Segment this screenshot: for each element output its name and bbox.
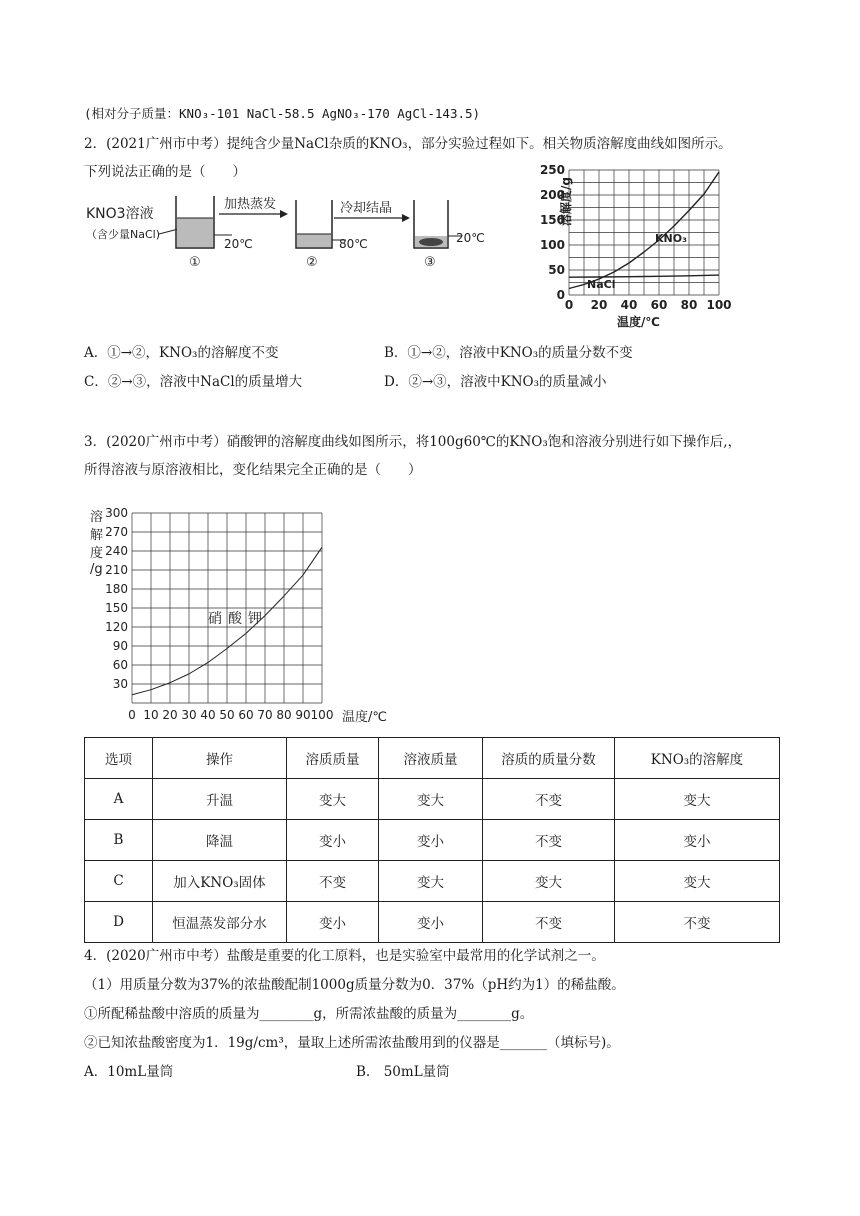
- diagram-label-impurity: （含少量NaCl): [86, 228, 160, 241]
- y-tick-label: 150: [539, 213, 565, 227]
- temp-label-2: 80℃: [339, 237, 368, 251]
- q2-solubility-chart: [525, 160, 732, 332]
- table-row: [85, 902, 780, 943]
- molar-mass-note: (相对分子质量：KNO₃-101 NaCl-58.5 AgNO₃-170 AgCl-143.5): [84, 106, 481, 121]
- table-cell: 变大: [287, 779, 379, 820]
- q4-option-b: B. 50mL量筒: [356, 1064, 450, 1080]
- table-header-row: [85, 738, 780, 779]
- beaker-3: [414, 200, 462, 248]
- table-cell: 加入KNO₃固体: [153, 861, 287, 902]
- y-tick-label: 150: [105, 601, 128, 615]
- table-cell: 变大: [615, 779, 780, 820]
- table-cell: 变小: [287, 820, 379, 861]
- table-row: [85, 779, 780, 820]
- step-label-3: ③: [424, 255, 436, 270]
- x-tick-label: 20: [162, 708, 178, 722]
- table-cell: 变大: [379, 779, 483, 820]
- chart2-xlabel: 温度/℃: [342, 710, 387, 725]
- table-cell: 不变: [483, 902, 615, 943]
- table-cell: 变小: [615, 820, 780, 861]
- x-tick-label: 10: [143, 708, 159, 722]
- x-tick-label: 100: [706, 298, 732, 312]
- q3-stem-line1: 3．(2020广州市中考）硝酸钾的溶解度曲线如图所示，将100g60℃的KNO₃饱和溶液分别进行如下操作后,，: [84, 434, 742, 450]
- y-tick-label: 120: [105, 620, 128, 634]
- x-tick-label: 30: [181, 708, 197, 722]
- x-tick-label: 80: [680, 298, 698, 312]
- chart2-ylabel-char3: 度: [90, 546, 104, 561]
- table-cell: C: [85, 861, 153, 902]
- x-tick-label: 60: [650, 298, 668, 312]
- q2-option-b: B．①→②，溶液中KNO₃的质量分数不变: [384, 345, 633, 361]
- header-operation: 操作: [153, 738, 287, 779]
- q4-line2: （1）用质量分数为37%的浓盐酸配制1000g质量分数为0．37%（pH约为1）的稀盐酸。: [84, 977, 625, 993]
- chart2-ylabel-char2: 解: [90, 528, 104, 543]
- x-tick-label: 20: [590, 298, 608, 312]
- q4-line3: ①所配稀盐酸中溶质的质量为________g，所需浓盐酸的质量为________g。: [84, 1006, 534, 1022]
- y-tick-label: 270: [105, 525, 128, 539]
- header-solubility: KNO₃的溶解度: [615, 738, 780, 779]
- x-tick-label: 100: [310, 708, 334, 722]
- y-tick-label: 90: [112, 639, 128, 653]
- q3-options-table: [84, 737, 780, 943]
- table-cell: 降温: [153, 820, 287, 861]
- table-cell: 不变: [287, 861, 379, 902]
- table-cell: 变小: [379, 820, 483, 861]
- q4-line1: 4．(2020广州市中考）盐酸是重要的化工原料，也是实验室中最常用的化学试剂之一。: [84, 948, 605, 964]
- header-mass-fraction: 溶质的质量分数: [483, 738, 615, 779]
- diagram-label-solution: KNO3溶液: [86, 206, 154, 222]
- series-label-nacl: NaCl: [587, 278, 616, 291]
- x-tick-label: 0: [564, 298, 574, 312]
- temp-label-3: 20℃: [456, 231, 485, 245]
- y-tick-label: 30: [112, 677, 128, 691]
- y-tick-label: 210: [105, 563, 128, 577]
- q2-option-a: A．①→②，KNO₃的溶解度不变: [84, 345, 279, 361]
- x-tick-label: 40: [620, 298, 638, 312]
- table-cell: 不变: [615, 902, 780, 943]
- table-cell: B: [85, 820, 153, 861]
- x-tick-label: 70: [257, 708, 273, 722]
- header-solute-mass: 溶质质量: [287, 738, 379, 779]
- chart2-series-label: 硝酸钾: [208, 611, 268, 627]
- chart2-ylabel-char4: /g: [90, 562, 103, 577]
- arrow-label-heat: 加热蒸发: [224, 197, 277, 212]
- x-tick-label: 50: [219, 708, 235, 722]
- y-tick-label: 200: [539, 188, 565, 202]
- y-tick-label: 50: [548, 263, 565, 277]
- y-tick-label: 240: [105, 544, 128, 558]
- y-tick-label: 180: [105, 582, 128, 596]
- table-cell: 恒温蒸发部分水: [153, 902, 287, 943]
- table-cell: 变大: [483, 861, 615, 902]
- q2-stem-line1: 2．(2021广州市中考）提纯含少量NaCl杂质的KNO₃，部分实验过程如下。相关物质溶解度曲线如图所示。: [84, 136, 732, 152]
- table-cell: A: [85, 779, 153, 820]
- y-tick-label: 60: [112, 658, 128, 672]
- temp-label-1: 20℃: [224, 237, 253, 251]
- y-tick-label: 300: [105, 506, 128, 520]
- step-label-2: ②: [306, 255, 318, 270]
- chart1-ylabel: 溶解度/g: [559, 177, 573, 226]
- q4-option-a: A．10mL量筒: [84, 1064, 174, 1080]
- x-tick-label: 80: [276, 708, 292, 722]
- table-row: [85, 861, 780, 902]
- q2-experiment-diagram: [84, 190, 504, 270]
- q2-option-c: C．②→③，溶液中NaCl的质量增大: [84, 374, 303, 390]
- header-option: 选项: [85, 738, 153, 779]
- q3-stem-line2: 所得溶液与原溶液相比，变化结果完全正确的是（ ）: [84, 462, 422, 478]
- x-tick-label: 40: [200, 708, 216, 722]
- x-tick-label: 0: [128, 708, 136, 722]
- x-tick-label: 90: [295, 708, 311, 722]
- q2-stem-line2: 下列说法正确的是（ ）: [84, 164, 246, 180]
- table-row: [85, 820, 780, 861]
- x-tick-label: 60: [238, 708, 254, 722]
- q4-line4: ②已知浓盐酸密度为1．19g/cm³，量取上述所需浓盐酸用到的仪器是_______（填标号)。: [84, 1035, 620, 1051]
- series-label-kno3: KNO₃: [655, 232, 687, 245]
- y-tick-label: 0: [556, 288, 565, 302]
- header-solution-mass: 溶液质量: [379, 738, 483, 779]
- y-tick-label: 250: [539, 163, 565, 177]
- table-cell: D: [85, 902, 153, 943]
- table-cell: 变小: [379, 902, 483, 943]
- q2-option-d: D．②→③，溶液中KNO₃的质量减小: [384, 374, 607, 390]
- chart1-xlabel: 温度/℃: [617, 315, 660, 329]
- table-cell: 变小: [287, 902, 379, 943]
- table-cell: 不变: [483, 820, 615, 861]
- table-cell: 变大: [615, 861, 780, 902]
- y-tick-label: 100: [539, 238, 565, 252]
- q3-solubility-chart: [84, 503, 404, 725]
- table-cell: 变大: [379, 861, 483, 902]
- arrow-label-cool: 冷却结晶: [340, 201, 393, 216]
- step-label-1: ①: [189, 255, 201, 270]
- chart2-ylabel-char1: 溶: [90, 510, 104, 525]
- table-cell: 不变: [483, 779, 615, 820]
- table-cell: 升温: [153, 779, 287, 820]
